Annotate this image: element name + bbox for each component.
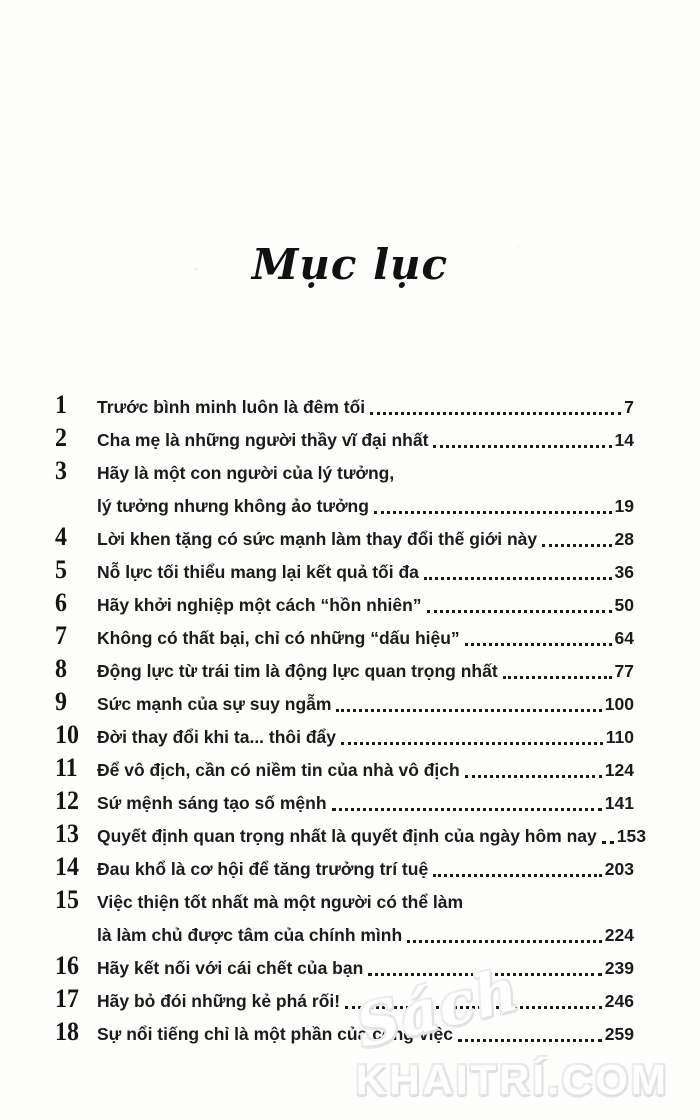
toc-line	[97, 952, 634, 985]
chapter-title-text: Để vô địch, cần có niềm tin của nhà vô địch	[97, 760, 460, 780]
chapter-title-lines	[97, 457, 634, 523]
page-number: 28	[614, 529, 634, 549]
page-number: 36	[614, 562, 634, 582]
dot-leader	[336, 709, 601, 712]
toc-line	[97, 919, 634, 952]
toc-line	[97, 622, 634, 655]
toc-line	[97, 490, 634, 523]
chapter-number: 13	[55, 819, 79, 848]
page-number: 77	[614, 661, 634, 681]
chapter-title-text: Quyết định quan trọng nhất là quyết định của ngày hôm nay	[97, 826, 597, 846]
toc-entry	[55, 952, 634, 985]
page-number: 64	[614, 628, 634, 648]
dot-leader	[374, 511, 612, 514]
chapter-title-lines	[97, 787, 634, 820]
toc-line	[97, 853, 634, 886]
toc-line	[97, 391, 634, 424]
chapter-title-text: Hãy khởi nghiệp một cách “hồn nhiên”	[97, 595, 422, 615]
chapter-title-text: Cha mẹ là những người thầy vĩ đại nhất	[97, 430, 429, 450]
chapter-number: 14	[55, 852, 79, 881]
chapter-title-text: Lời khen tặng có sức mạnh làm thay đổi thế giới này	[97, 529, 538, 549]
dot-leader	[407, 940, 602, 943]
toc-entry	[55, 622, 634, 655]
toc-line	[97, 457, 634, 490]
dot-leader	[370, 412, 621, 415]
toc-line	[97, 556, 634, 589]
dot-leader	[424, 577, 612, 580]
toc-entry	[55, 424, 634, 457]
watermark-script-text: Sách	[349, 955, 527, 1061]
dot-leader	[602, 841, 614, 844]
toc-line	[97, 424, 634, 457]
chapter-title-text: Sứ mệnh sáng tạo số mệnh	[97, 793, 327, 813]
chapter-number: 8	[55, 654, 67, 683]
chapter-number: 18	[55, 1017, 79, 1046]
chapter-number: 12	[55, 786, 79, 815]
page-title: Mục lục	[251, 240, 449, 289]
page-number: 14	[614, 430, 634, 450]
watermark-site-text: KHAITRÍ.COM	[356, 1056, 669, 1103]
toc-entry	[55, 589, 634, 622]
toc-entry	[55, 688, 634, 721]
chapter-title-lines	[97, 523, 634, 556]
toc-line	[97, 523, 634, 556]
chapter-number: 15	[55, 885, 79, 914]
chapter-title-lines	[97, 556, 634, 589]
chapter-title-text: lý tưởng nhưng không ảo tưởng	[97, 496, 369, 516]
toc-line	[97, 721, 634, 754]
toc-line	[97, 886, 634, 919]
chapter-number: 9	[55, 687, 67, 716]
toc-line	[97, 820, 646, 853]
dot-leader	[542, 544, 611, 547]
chapter-number: 16	[55, 951, 79, 980]
chapter-number: 4	[55, 522, 67, 551]
chapter-title-lines	[97, 688, 634, 721]
chapter-title-text: Nỗ lực tối thiểu mang lại kết quả tối đa	[97, 562, 419, 582]
chapter-title-lines	[97, 820, 646, 853]
chapter-title-lines	[97, 655, 634, 688]
chapter-number: 2	[55, 423, 67, 452]
toc-line	[97, 589, 634, 622]
page-number: 124	[604, 760, 634, 780]
toc-line	[97, 754, 634, 787]
toc-entry	[55, 1018, 634, 1051]
toc-entry	[55, 721, 634, 754]
toc-line	[97, 655, 634, 688]
page-number: 239	[604, 958, 634, 978]
page-number: 100	[604, 694, 634, 714]
toc-entry	[55, 391, 634, 424]
toc-entry	[55, 754, 634, 787]
dot-leader	[433, 874, 602, 877]
toc-entry	[55, 886, 634, 952]
chapter-number: 3	[55, 456, 67, 485]
toc-entry	[55, 457, 634, 523]
page-number: 246	[604, 991, 634, 1011]
page-number: 203	[604, 859, 634, 879]
toc-line	[97, 787, 634, 820]
dot-leader	[433, 445, 611, 448]
chapter-title-text: Đời thay đổi khi ta... thôi đẩy	[97, 727, 336, 747]
chapter-title-text: Trước bình minh luôn là đêm tối	[97, 397, 366, 417]
toc-entry	[55, 819, 646, 853]
dot-leader	[332, 808, 602, 811]
chapter-title-text: Sức mạnh của sự suy ngẫm	[97, 694, 332, 714]
chapter-title-lines	[97, 754, 634, 787]
chapter-title-text: Đau khổ là cơ hội để tăng trưởng trí tuệ	[97, 859, 429, 879]
toc-entry	[55, 523, 634, 556]
chapter-title-text: Hãy kết nối với cái chết của bạn	[97, 958, 364, 978]
dot-leader	[427, 610, 612, 613]
chapter-title-text: Động lực từ trái tim là động lực quan trọng nhất	[97, 661, 498, 681]
dot-leader	[341, 742, 603, 745]
chapter-title-text: Không có thất bại, chỉ có những “dấu hiệu”	[97, 628, 460, 648]
page-number: 259	[604, 1024, 634, 1044]
chapter-title-text: Việc thiện tốt nhất mà một người có thể làm	[97, 892, 464, 912]
page-number: 224	[604, 925, 634, 945]
chapter-title-lines	[97, 424, 634, 457]
chapter-number: 11	[55, 753, 78, 782]
page-number: 153	[616, 826, 646, 846]
page-number: 7	[624, 397, 634, 417]
chapter-number: 5	[55, 555, 67, 584]
chapter-title-lines	[97, 589, 634, 622]
toc-entry	[55, 787, 634, 820]
toc-entry	[55, 853, 634, 886]
chapter-number: 7	[55, 621, 67, 650]
page-number: 50	[614, 595, 634, 615]
chapter-title-text: Sự nổi tiếng chỉ là một phần của công việc	[97, 1024, 453, 1044]
page-number: 141	[604, 793, 634, 813]
chapter-title-text: Hãy bỏ đói những kẻ phá rối!	[97, 991, 341, 1011]
dot-leader	[465, 775, 602, 778]
toc-entry	[55, 655, 634, 688]
chapter-title-text: Hãy là một con người của lý tưởng,	[97, 463, 395, 483]
toc-list	[55, 390, 646, 1051]
toc-entry	[55, 985, 634, 1018]
chapter-number: 1	[55, 390, 67, 419]
chapter-number: 10	[55, 720, 79, 749]
chapter-title-lines	[97, 391, 634, 424]
chapter-title-lines	[97, 622, 634, 655]
chapter-title-lines	[97, 853, 634, 886]
chapter-title-lines	[97, 952, 634, 985]
dot-leader	[503, 676, 612, 679]
chapter-number: 6	[55, 588, 67, 617]
chapter-title-lines	[97, 886, 634, 952]
chapter-title-lines	[97, 721, 634, 754]
toc-entry	[55, 556, 634, 589]
page-number: 19	[614, 496, 634, 516]
toc-line	[97, 688, 634, 721]
chapter-number: 17	[55, 984, 79, 1013]
dot-leader	[465, 643, 612, 646]
chapter-title-text: là làm chủ được tâm của chính mình	[97, 925, 403, 945]
page-number: 110	[605, 727, 634, 747]
dot-leader	[458, 1039, 602, 1042]
